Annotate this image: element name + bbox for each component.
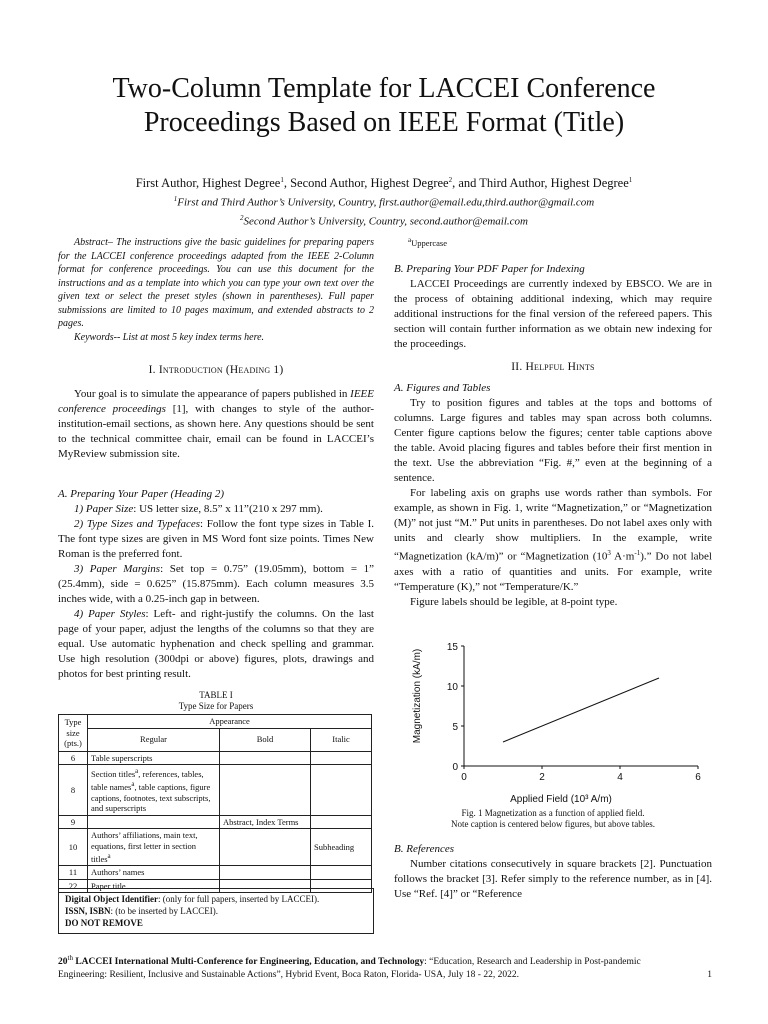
intro-heading: I. Introduction (Heading 1) — [148, 364, 284, 376]
affiliation-1 — [40, 192, 728, 211]
intro-paragraph — [58, 387, 374, 462]
labeling-sup-2: -1 — [634, 549, 641, 557]
footer-conference-name: LACCEI International Multi-Conference for Engineering, Education, and Technology — [72, 957, 425, 968]
abstract-text: Abstract– The instructions give the basic guidelines for preparing papers for the LACCEI conference proceedings adapted from the IEEE 2-Column format for conference proceedings. You can use this document for the instructions and as a template into which you can type your own text over the given text or select the preset styles (shown in parentheses). Full paper submissions are limited to 10 pages maximum, and extended abstracts to 2 pages. — [58, 237, 374, 329]
title-line-2: Proceedings Based on IEEE Format (Title) — [143, 107, 625, 138]
table-footnote — [408, 236, 447, 248]
cell-sup: a — [131, 780, 135, 789]
cell-text: Authors’ affiliations, main text, equations, first letter in section titles — [91, 830, 198, 864]
affiliation-1-sup: 1 — [173, 195, 178, 203]
table-cell-regular: Paper title — [88, 879, 220, 893]
table-footnote-sup: a — [408, 236, 412, 244]
table-header-appearance: Appearance — [88, 715, 372, 729]
table-cell-regular: Table superscripts — [88, 751, 220, 765]
figures-tables-heading: A. Figures and Tables — [394, 382, 491, 394]
table-footnote-text: Uppercase — [411, 237, 447, 248]
chart-x-axis-label: Applied Field (10³ A/m) — [510, 794, 612, 805]
section-b-paragraph: LACCEI Proceedings are currently indexed by EBSCO. We are in the process of obtaining additional indexing, which may require additional instructions for the final version of the refereed papers. This section will contain further information as we obtain new indexing for the proceedings. — [394, 278, 712, 350]
table-cell-regular: Authors’ names — [88, 866, 220, 880]
table-cell-bold — [220, 751, 311, 765]
page-number: 1 — [707, 970, 712, 981]
author-line — [40, 176, 728, 191]
cell-sup: a — [107, 852, 111, 861]
chart-x-tick-label: 2 — [539, 772, 545, 783]
doi-line — [65, 893, 367, 905]
legible-paragraph: Figure labels should be legible, at 8-point type. — [410, 595, 618, 608]
table-cell-regular — [88, 815, 220, 829]
table-caption-number: TABLE I — [199, 690, 233, 700]
table-row — [59, 829, 372, 866]
labeling-text-a: For labeling axis on graphs use words rather than symbols. For example, as shown in Fig. 1, write “Magnetization,” or “Magnetization (M)” not just “M.” Put units in parentheses. Do not label axes only with units and clearly show multipliers. In the example, write “Magnetization (kA/m)” or “Magnetization (10 — [394, 487, 712, 563]
figure-caption-line-1: Fig. 1 Magnetization as a function of applied field. — [461, 808, 645, 818]
doi-text: : (only for full papers, inserted by LACCEI). — [157, 894, 320, 904]
labeling-text-b: A·m — [610, 550, 635, 563]
table-header-regular: Regular — [88, 728, 220, 751]
footer-ordinal: 20 — [58, 957, 68, 968]
author-2-sup: 2 — [448, 176, 453, 184]
chart-x-tick-label: 0 — [461, 772, 467, 783]
table-cell-regular — [88, 765, 220, 816]
table-caption — [58, 690, 374, 712]
cell-text: , table captions, figure captions, footnotes, text subscripts, and superscripts — [91, 782, 211, 814]
chart-y-tick-label: 5 — [452, 722, 458, 733]
chart-x-tick-label: 4 — [617, 772, 623, 783]
table-header-italic: Italic — [311, 728, 372, 751]
table-cell-regular — [88, 829, 220, 866]
doi-box — [58, 888, 374, 934]
cell-text: Section titles — [91, 768, 136, 779]
author-1: First Author, Highest Degree — [135, 176, 281, 191]
table-cell-bold — [220, 829, 311, 866]
margins-label: 3) Paper Margins — [74, 563, 161, 575]
affiliation-2-text: Second Author’s University, Country, second.author@email.com — [243, 215, 528, 228]
styles-paragraph — [58, 607, 374, 682]
chart-y-tick-label: 0 — [452, 762, 458, 773]
section-a — [58, 487, 374, 682]
table-row — [59, 866, 372, 880]
table-cell-size: 6 — [59, 751, 88, 765]
table-row — [59, 815, 372, 829]
abstract — [58, 236, 374, 344]
cell-sup: a — [135, 767, 139, 775]
footer-ordinal-sup: th — [67, 954, 73, 962]
keywords: Keywords-- List at most 5 key index terms here. — [74, 331, 265, 343]
labeling-sup-1: 3 — [607, 549, 611, 557]
table-row — [59, 765, 372, 816]
table-cell-bold: Abstract, Index Terms — [220, 815, 311, 829]
author-3: , and Third Author, Highest Degree — [452, 176, 629, 191]
references-paragraph: Number citations consecutively in square brackets [2]. Punctuation follows the bracket [3]. Refer simply to the reference number, as in [4]. Use “Ref. [4]” or “Reference — [394, 858, 712, 900]
table-header-row — [59, 715, 372, 729]
table-header-bold: Bold — [220, 728, 311, 751]
issn-line — [65, 905, 367, 917]
table-cell-bold — [220, 866, 311, 880]
chart-x-tick-label: 6 — [695, 772, 701, 783]
title-line-1: Two-Column Template for LACCEI Conference — [112, 73, 656, 104]
section-a-heading: A. Preparing Your Paper (Heading 2) — [58, 488, 225, 500]
table-cell-size: 9 — [59, 815, 88, 829]
paper-size-label: 1) Paper Size — [74, 503, 134, 515]
table-cell-italic — [311, 866, 372, 880]
margins-text: : Set top = 0.75” (19.05mm), bottom = 1” (25.4mm), side = 0.625” (15.875mm). Each column measures 3.5 inches wide, with a 0.25-inch gap in between. — [58, 563, 374, 605]
figure-caption-line-2: Note caption is centered below figures, but above tables. — [451, 819, 655, 829]
table-subheader-row — [59, 728, 372, 751]
introduction-section — [58, 363, 374, 462]
figures-paragraph: Try to position figures and tables at the tops and bottoms of columns. Large figures and tables may span across both columns. Center figure captions below the figures; center table captions above the table. Avoid placing figures and tables before their first mention in the text. Use the abbreviation “Fig. #,” even at the beginning of a sentence. — [394, 397, 712, 484]
footer-details: : “Education, Research and Leadership in Post-pandemic Engineering: Resilient, Inclusive and Sustainable Actions”, Hybrid Event, Boca Raton, Florida- USA, July 18 - 22, 2022. — [58, 957, 641, 981]
table-cell-italic — [311, 765, 372, 816]
type-sizes-paragraph — [58, 517, 374, 562]
chart-y-tick-label: 10 — [446, 682, 458, 693]
paper-size-text: : US letter size, 8.5” x 11”(210 x 297 mm). — [133, 503, 323, 515]
table-header-type-size: Type size (pts.) — [59, 715, 88, 752]
doi-label: Digital Object Identifier — [65, 894, 158, 904]
type-sizes-label: 2) Type Sizes and Typefaces — [74, 518, 201, 530]
table-cell-size: 11 — [59, 866, 88, 880]
hints-heading: II. Helpful Hints — [511, 361, 595, 373]
do-not-remove-text: DO NOT REMOVE — [65, 918, 143, 928]
author-2: , Second Author, Highest Degree — [283, 176, 449, 191]
table-cell-italic — [311, 751, 372, 765]
author-3-sup: 1 — [628, 176, 633, 184]
margins-paragraph — [58, 562, 374, 607]
affiliation-2-sup: 2 — [240, 213, 244, 222]
footer-text — [58, 952, 712, 982]
intro-text-em: IEEE conference proceedings — [58, 388, 374, 415]
paper-title — [60, 72, 708, 140]
chart-marks — [503, 678, 659, 742]
table-cell-italic: Subheading — [311, 829, 372, 866]
figure-caption — [394, 808, 712, 830]
chart-series-line — [503, 678, 659, 742]
references-section — [394, 842, 712, 902]
styles-text: : Left- and right-justify the columns. On the last page of your paper, adjust the lengths of the columns so that they are equal. Use automatic hyphenation and check spelling and grammar. Use high resolution (300dpi or above) figures, plots, drawings and photos for best printing result. — [58, 608, 374, 680]
table-caption-title: Type Size for Papers — [178, 701, 254, 711]
page-footer — [58, 952, 712, 982]
chart-y-axis-label: Magnetization (kA/m) — [412, 648, 423, 744]
type-size-table — [58, 714, 372, 893]
chart-y-tick-label: 15 — [446, 642, 458, 653]
affiliations — [40, 192, 728, 229]
affiliation-1-text: First and Third Author’s University, Country, first.author@email.edu,third.author@gmail.com — [177, 196, 595, 209]
table-cell-italic — [311, 815, 372, 829]
magnetization-chart — [394, 628, 712, 808]
table-cell-size: 10 — [59, 829, 88, 866]
paper-size-paragraph — [58, 502, 374, 517]
styles-label: 4) Paper Styles — [74, 608, 146, 620]
table-cell-size: 22 — [59, 879, 88, 893]
intro-text-b: [1], with changes to style of the author-institution-email sections, as shown here. Any questions should be sent to the technical committee chair, email can be found in LACCEI’s MyReview submission site. — [58, 403, 374, 460]
references-heading: B. References — [394, 843, 455, 855]
issn-text: : (to be inserted by LACCEI). — [110, 906, 219, 916]
author-1-sup: 1 — [280, 176, 284, 184]
type-sizes-text: : Follow the font type sizes in Table I. The font type sizes are given in MS Word font size points. Times New Roman is the preferred font. — [58, 518, 374, 560]
affiliation-2 — [40, 211, 728, 230]
table-row — [59, 751, 372, 765]
section-b — [394, 262, 712, 352]
table-cell-bold — [220, 765, 311, 816]
section-b-heading: B. Preparing Your PDF Paper for Indexing — [394, 263, 585, 275]
issn-label: ISSN, ISBN — [65, 906, 111, 916]
labeling-paragraph — [394, 486, 712, 595]
intro-text-a: Your goal is to simulate the appearance of papers published in — [74, 388, 351, 400]
do-not-remove — [65, 917, 367, 929]
table-cell-size: 8 — [59, 765, 88, 816]
labeling-text-c: ).” Do not label axes with a ratio of quantities and units. For example, write “Temperature (K),” not “Temperature/K.” — [394, 550, 712, 593]
cell-text: , references, tables, table names — [91, 768, 204, 793]
helpful-hints-section — [394, 360, 712, 610]
